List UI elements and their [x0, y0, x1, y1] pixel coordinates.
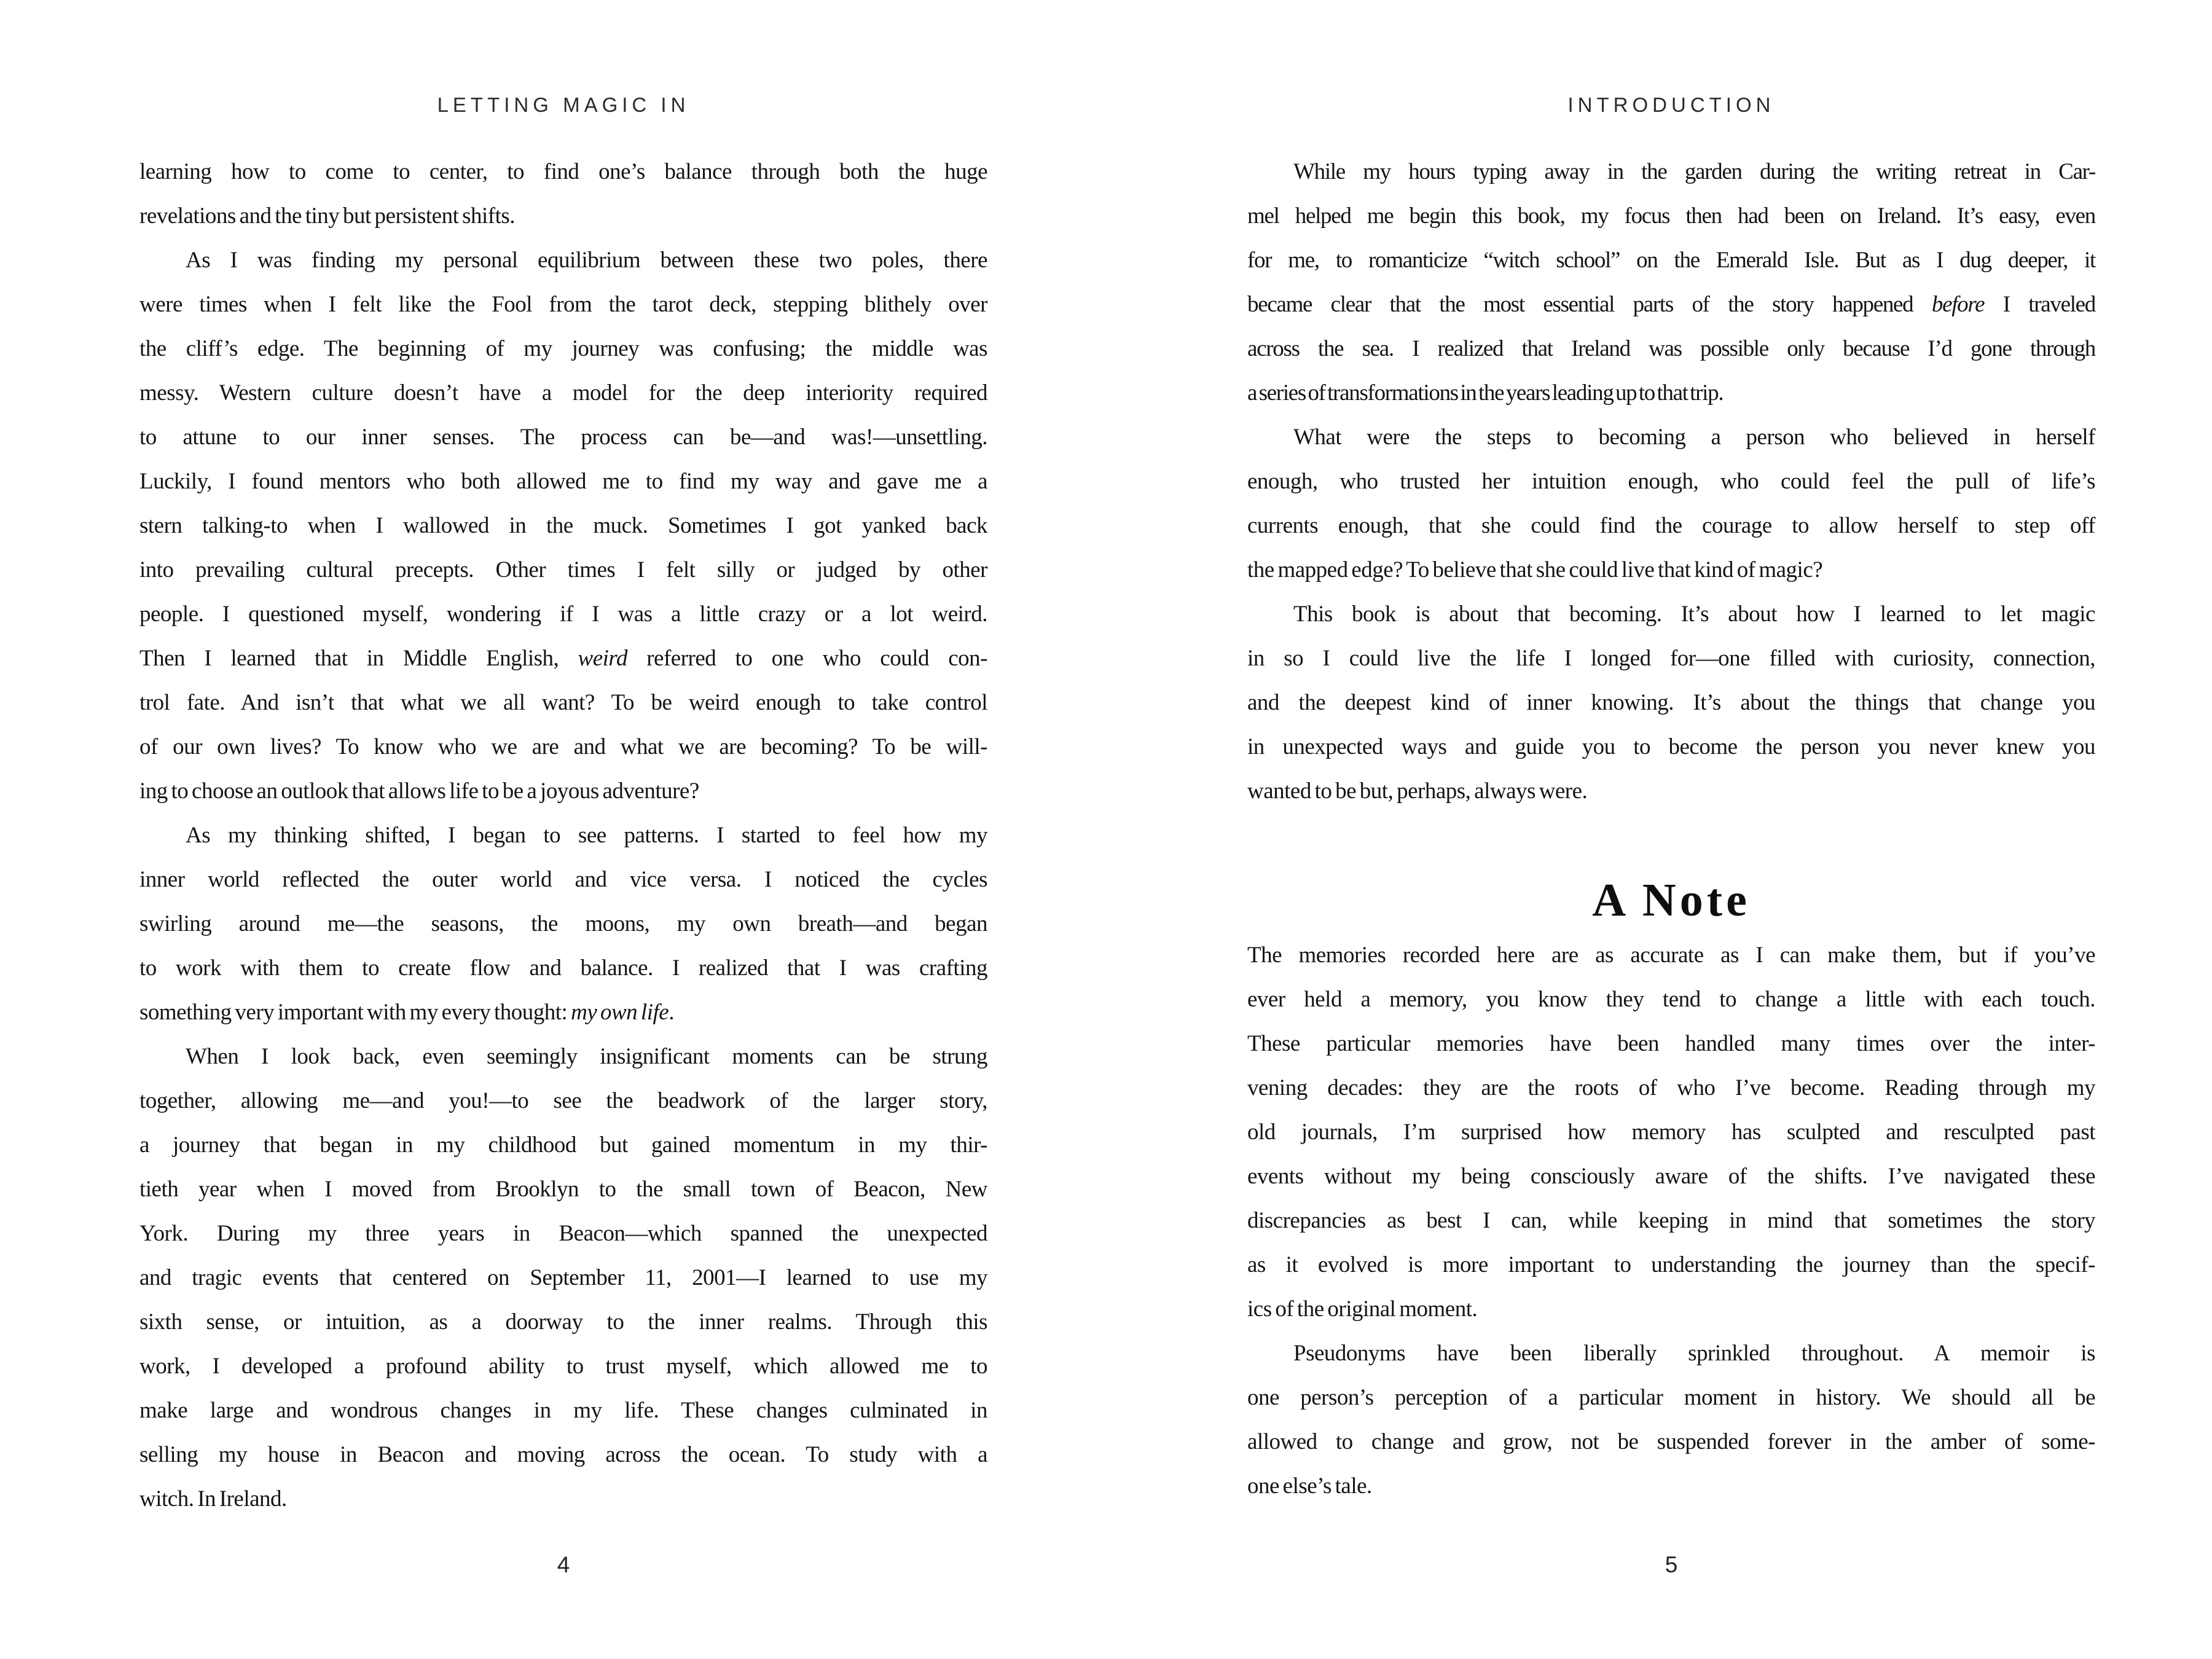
- text-line: events without my being consciously aware of the shifts. I’ve navigated these: [1247, 1164, 2095, 1189]
- paragraph: [139, 150, 987, 238]
- paragraph: [1247, 150, 2095, 415]
- text-line: the cliff’s edge. The beginning of my journey was confusing; the middle was: [139, 336, 987, 361]
- right-running-header: INTRODUCTION: [1567, 93, 1775, 116]
- text-line: Luckily, I found mentors who both allowed me to find my way and gave me a: [139, 469, 987, 494]
- text-line: While my hours typing away in the garden during the writing retreat in Car-: [1293, 159, 2095, 184]
- text-line: into prevailing cultural precepts. Other times I felt silly or judged by other: [139, 557, 987, 582]
- text-line: allowed to change and grow, not be suspended forever in the amber of some-: [1247, 1429, 2095, 1454]
- paragraph: [1247, 592, 2095, 814]
- right-page-number: 5: [1665, 1552, 1678, 1577]
- text-line: a journey that began in my childhood but gained momentum in my thir-: [139, 1132, 987, 1158]
- text-line: ics of the original moment.: [1247, 1296, 1478, 1322]
- text-line: to attune to our inner senses. The process can be—and was!—unsettling.: [139, 425, 987, 450]
- text-line: York. During my three years in Beacon—which spanned the unexpected: [139, 1221, 987, 1246]
- left-page-body: [139, 150, 987, 1521]
- text-line: vening decades: they are the roots of who I’ve become. Reading through my: [1247, 1075, 2095, 1100]
- text-line: work, I developed a profound ability to trust myself, which allowed me to: [139, 1354, 987, 1379]
- text-line: This book is about that becoming. It’s about how I learned to let magic: [1293, 602, 2095, 627]
- text-line: people. I questioned myself, wondering if I was a little crazy or a lot weird.: [139, 602, 987, 627]
- paragraph: [139, 238, 987, 814]
- text-line: The memories recorded here are as accurate as I can make them, but if you’ve: [1247, 943, 2095, 968]
- text-line: Then I learned that in Middle English, weird referred to one who could con-: [139, 646, 987, 671]
- text-line: As I was finding my personal equilibrium between these two poles, there: [186, 248, 987, 273]
- left-running-header: LETTING MAGIC IN: [437, 93, 690, 116]
- text-line: and tragic events that centered on September 11, 2001—I learned to use my: [139, 1265, 987, 1290]
- text-line: of our own lives? To know who we are and what we are becoming? To be will-: [139, 734, 987, 759]
- text-line: enough, who trusted her intuition enough, who could feel the pull of life’s: [1247, 469, 2095, 494]
- text-line: a series of transformations in the years leading up to that trip.: [1247, 380, 1724, 406]
- text-line: in so I could live the life I longed for—one filled with curiosity, connection,: [1247, 646, 2095, 671]
- text-line: selling my house in Beacon and moving across the ocean. To study with a: [139, 1442, 987, 1467]
- text-line: ever held a memory, you know they tend to change a little with each touch.: [1247, 987, 2095, 1012]
- text-line: old journals, I’m surprised how memory has sculpted and resculpted past: [1247, 1120, 2095, 1145]
- text-line: inner world reflected the outer world and vice versa. I noticed the cycles: [139, 867, 987, 892]
- text-line: currents enough, that she could find the courage to allow herself to step off: [1247, 513, 2095, 538]
- text-line: Pseudonyms have been liberally sprinkled throughout. A memoir is: [1293, 1341, 2095, 1366]
- section-heading: A Note: [1592, 874, 1751, 926]
- text-line: stern talking-to when I wallowed in the muck. Sometimes I got yanked back: [139, 513, 987, 538]
- text-line: across the sea. I realized that Ireland was possible only because I’d gone through: [1247, 336, 2095, 361]
- text-line: together, allowing me—and you!—to see the beadwork of the larger story,: [139, 1088, 987, 1113]
- text-line: and the deepest kind of inner knowing. It’s about the things that change you: [1247, 690, 2095, 715]
- text-line: one else’s tale.: [1247, 1473, 1372, 1499]
- text-line: one person’s perception of a particular moment in history. We should all be: [1247, 1385, 2095, 1410]
- text-line: as it evolved is more important to understanding the journey than the specif-: [1247, 1252, 2095, 1277]
- text-line: make large and wondrous changes in my life. These changes culminated in: [139, 1398, 987, 1423]
- text-line: discrepancies as best I can, while keeping in mind that sometimes the story: [1247, 1208, 2095, 1233]
- text-line: ing to choose an outlook that allows life to be a joyous adventure?: [139, 779, 699, 804]
- text-line: something very important with my every thought: my own life.: [139, 1000, 674, 1025]
- paragraph: [1247, 933, 2095, 1332]
- paragraph: [139, 1035, 987, 1521]
- text-line: When I look back, even seemingly insignificant moments can be strung: [186, 1044, 987, 1069]
- text-line: messy. Western culture doesn’t have a model for the deep interiority required: [139, 380, 987, 406]
- text-line: These particular memories have been handled many times over the inter-: [1247, 1031, 2095, 1056]
- text-line: sixth sense, or intuition, as a doorway to the inner realms. Through this: [139, 1309, 987, 1335]
- right-page-body: [1247, 150, 2095, 1508]
- text-line: to work with them to create flow and balance. I realized that I was crafting: [139, 955, 987, 981]
- text-line: swirling around me—the seasons, the moons, my own breath—and began: [139, 911, 987, 936]
- text-line: trol fate. And isn’t that what we all want? To be weird enough to take control: [139, 690, 987, 715]
- text-line: for me, to romanticize “witch school” on the Emerald Isle. But as I dug deeper, it: [1247, 248, 2095, 273]
- text-line: became clear that the most essential parts of the story happened before I traveled: [1247, 292, 2095, 317]
- text-line: were times when I felt like the Fool from the tarot deck, stepping blithely over: [139, 292, 987, 317]
- paragraph: [1247, 1332, 2095, 1508]
- text-line: As my thinking shifted, I began to see patterns. I started to feel how my: [186, 823, 987, 848]
- right-page: [1106, 0, 2212, 1659]
- text-line: wanted to be but, perhaps, always were.: [1247, 779, 1588, 804]
- text-line: tieth year when I moved from Brooklyn to the small town of Beacon, New: [139, 1177, 987, 1202]
- text-line: revelations and the tiny but persistent shifts.: [139, 203, 516, 229]
- text-line: mel helped me begin this book, my focus then had been on Ireland. It’s easy, even: [1247, 203, 2095, 229]
- text-line: What were the steps to becoming a person who believed in herself: [1293, 425, 2095, 450]
- left-page-number: 4: [557, 1552, 570, 1577]
- paragraph: [1247, 415, 2095, 592]
- text-line: learning how to come to center, to find one’s balance through both the huge: [139, 159, 987, 184]
- text-line: the mapped edge? To believe that she could live that kind of magic?: [1247, 557, 1823, 582]
- text-line: witch. In Ireland.: [139, 1486, 287, 1512]
- paragraph: [139, 814, 987, 1035]
- text-line: in unexpected ways and guide you to become the person you never knew you: [1247, 734, 2095, 759]
